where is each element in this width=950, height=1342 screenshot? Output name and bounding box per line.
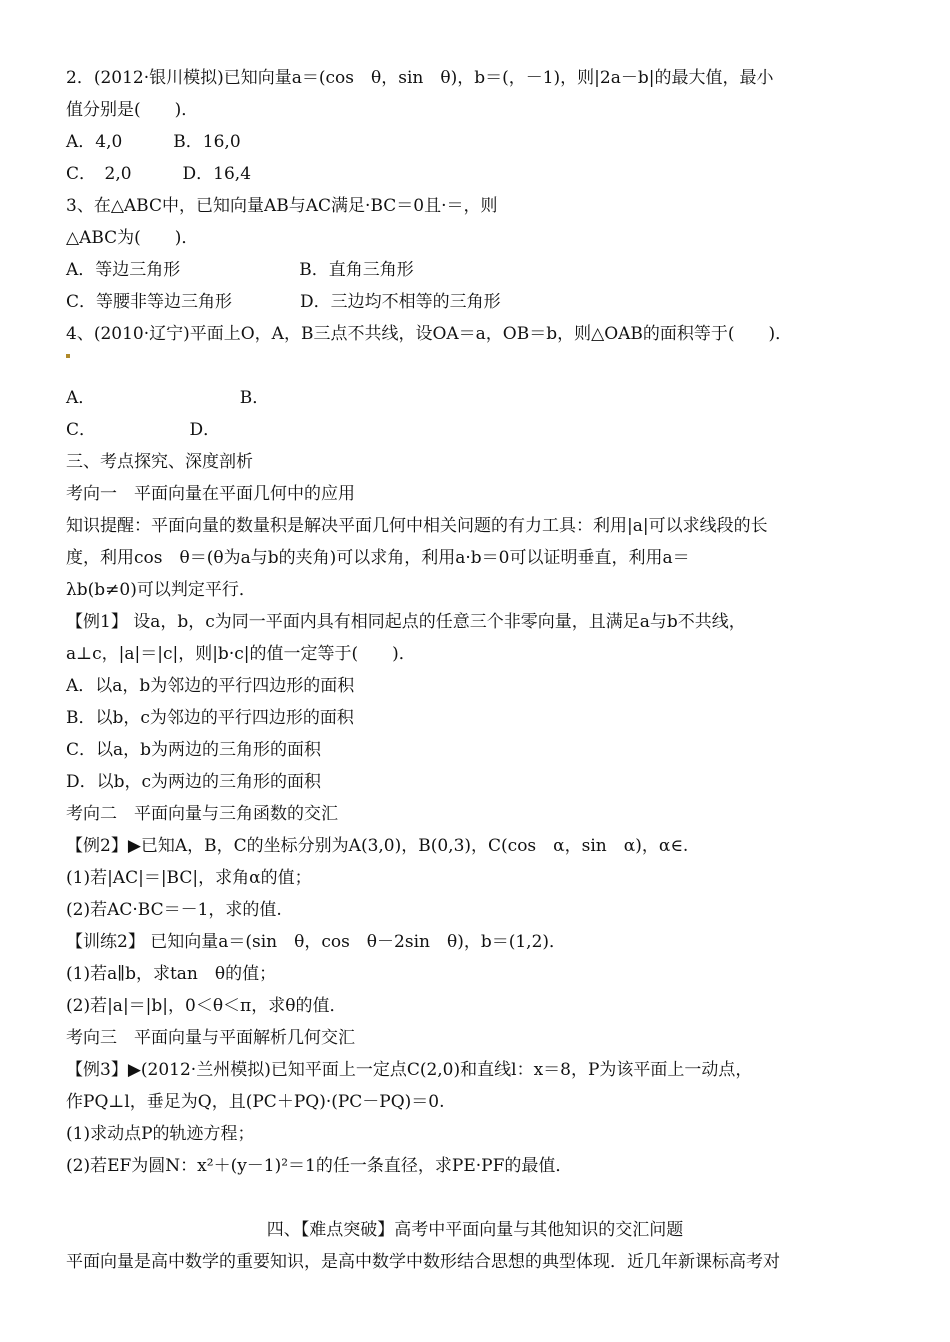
section-heading-4: 四、【难点突破】高考中平面向量与其他知识的交汇问题 — [266, 1220, 684, 1240]
question-3-options-cd: C．等腰非等边三角形 D．三边均不相等的三角形 — [66, 292, 501, 312]
example-3-stem-cont: 作PQ⊥l，垂足为Q，且(PC＋PQ)·(PC－PQ)＝0. — [66, 1092, 445, 1112]
example-1-option-d: D．以b，c为两边的三角形的面积 — [66, 772, 322, 792]
question-4-options-ab: A． B． — [66, 388, 270, 408]
knowledge-tip-end: λb(b≠0)可以判定平行． — [66, 580, 256, 600]
knowledge-tip-cont: 度，利用cos θ＝(θ为a与b的夹角)可以求角，利用a·b＝0可以证明垂直，利用a＝ — [66, 548, 690, 568]
example-3-part-1: (1)求动点P的轨迹方程； — [66, 1124, 255, 1144]
stray-mark — [66, 354, 70, 358]
question-3-stem: 3、在△ABC中，已知向量AB与AC满足·BC＝0且·＝，则 — [66, 196, 498, 216]
training-2-part-2: (2)若|a|＝|b|，0＜θ＜π，求θ的值． — [66, 996, 347, 1016]
question-3-options-ab: A．等边三角形 B．直角三角形 — [66, 260, 414, 280]
example-3-stem: 【例3】▶(2012·兰州模拟)已知平面上一定点C(2,0)和直线l：x＝8，P为该平面上一动点， — [66, 1060, 753, 1080]
example-2-stem: 【例2】▶已知A，B，C的坐标分别为A(3,0)，B(0,3)，C(cos α，sin α)，α∈. — [66, 836, 689, 856]
example-1-option-c: C．以a，b为两边的三角形的面积 — [66, 740, 322, 760]
topic-3-heading: 考向三 平面向量与平面解析几何交汇 — [66, 1028, 355, 1048]
question-2-options-ab: A．4,0 B．16,0 — [66, 132, 241, 152]
example-2-part-1: (1)若|AC|＝|BC|，求角α的值； — [66, 868, 312, 888]
example-1-option-b: B．以b，c为邻边的平行四边形的面积 — [66, 708, 354, 728]
section-4-paragraph: 平面向量是高中数学的重要知识，是高中数学中数形结合思想的典型体现．近几年新课标高考对 — [66, 1252, 780, 1272]
topic-2-heading: 考向二 平面向量与三角函数的交汇 — [66, 804, 338, 824]
example-1-stem: 【例1】 设a，b，c为同一平面内具有相同起点的任意三个非零向量，且满足a与b不共线， — [66, 612, 746, 632]
question-2-stem-cont: 值分别是( )． — [66, 100, 199, 120]
question-2-stem: 2．(2012·银川模拟)已知向量a＝(cos θ，sin θ)，b＝(，－1)，则|2a－b|的最大值，最小 — [66, 68, 774, 88]
question-4-options-cd: C． D． — [66, 420, 221, 440]
question-3-stem-cont: △ABC为( )． — [66, 228, 199, 248]
example-1-stem-cont: a⊥c，|a|＝|c|，则|b·c|的值一定等于( )． — [66, 644, 416, 664]
example-1-option-a: A．以a，b为邻边的平行四边形的面积 — [66, 676, 355, 696]
section-heading-3: 三、考点探究、深度剖析 — [66, 452, 253, 472]
example-3-part-2: (2)若EF为圆N：x²＋(y－1)²＝1的任一条直径，求PE·PF的最值． — [66, 1156, 573, 1176]
question-2-options-cd: C． 2,0 D．16,4 — [66, 164, 252, 184]
knowledge-tip: 知识提醒：平面向量的数量积是解决平面几何中相关问题的有力工具：利用|a|可以求线段的长 — [66, 516, 768, 536]
question-4-stem: 4、(2010·辽宁)平面上O，A，B三点不共线，设OA＝a，OB＝b，则△OAB的面积等于( )． — [66, 324, 793, 344]
example-2-part-2: (2)若AC·BC＝－1，求的值. — [66, 900, 282, 920]
training-2-part-1: (1)若a∥b，求tan θ的值； — [66, 964, 277, 984]
training-2-stem: 【训练2】 已知向量a＝(sin θ，cos θ－2sin θ)，b＝(1,2)． — [66, 932, 567, 952]
topic-1-heading: 考向一 平面向量在平面几何中的应用 — [66, 484, 355, 504]
